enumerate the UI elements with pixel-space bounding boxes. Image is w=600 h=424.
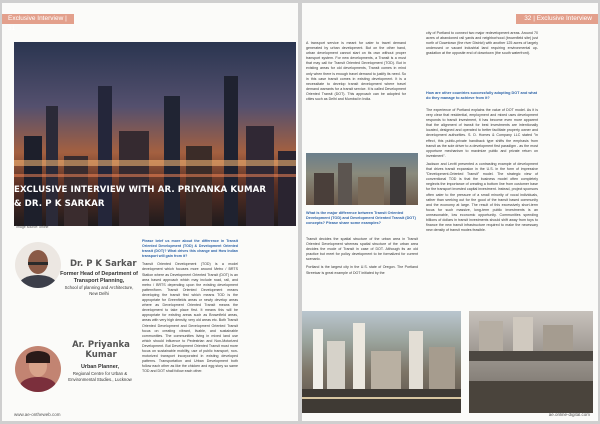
person1-title: Former Head of Department of Transport Planning, [60,271,138,284]
left-page-header: Exclusive Interview | 31 [2,14,74,24]
col3-answer-para1: The experience of Portland explains the value of DOT model. As it is very clear that residential, employment and mixed uses development responds to transit investment, it has become even more apparent that the alignment of transit for best investments are intentionally located, designed and operated to better facilitate property owner and development authorities. S. D. Homes & Company LLC stated "in effect, this public-private handback type shifts the emphasis from transit as the sole driver to a development first paradigm - as the most opportune mechanism to maximize public and private return on investment". [426,108,538,158]
col2-answer-para2: Portland is the largest city in the U.S. state of Oregon. The Portland Streetcar is great example of DOT initiated by the [306,265,418,275]
person2-title: Urban Planner, [80,364,120,370]
intro-answer: Transit Oriented Development (TOD) is a model development which focuses more around Metro / BRTS Station where as Development Oriented Transit (DOT) is an area based approach which may include road, rail, and metro / BRTS depending upon the existing development pattern/form. Transit Oriented Development means developing the transit first which means TOD is the appropriate for Greenfields areas or newly develop areas where as Development Oriented Transit means the development to take place first. It means this will be appropriate for existing areas such as Brownfield areas, areas with very high density, very old areas etc. Both Transit Oriented Development and Development Oriented Transit focus on creating vibrant, livable, and sustainable communities. The communities living in mixed land use which should influence to Pedestrian and Non-Motorized Development. But Development Oriented Transit must more focus on sustainable mobility, use of public transport, non-motorized transport incorporated in existing developed patterns. Transportation and Urban Development both follow each other as like the chicken and egg story so same TOD and DOT shall follow each other. [142,262,238,374]
col2-paragraph: A transport service is meant for cater to travel demand generated by urban development. But on the other hand, urban development cannot start on its own without proper transport system. For new developments, a Transit is a must that may call for Transit Oriented Development (TOD). But in existing areas for old developments, Transit comes in mind only when there is enough travel demand to justify its need. So in this case transit comes in existing development. It is a necessitate to develop transit development where travel demand warrants for a transit service. It is called Development Oriented Transit (DOT). This approach can be adopted for cities such as Delhi and Mumbai in India. [306,41,406,102]
article-title [14,183,296,211]
col3-answer [426,108,538,295]
city-aerial-photo [306,153,418,205]
person1-affiliation: School of planning and Architecture, New Delhi [64,285,134,296]
left-page [2,3,298,421]
article-title-line1: EXCLUSIVE INTERVIEW WITH AR. PRIYANKA KUMAR [14,185,267,195]
station-photo [469,311,593,413]
interview-column-3 [426,31,538,93]
intro-question: Please brief us more about the difference in Transit Oriented Development (TOD) & Development Oriented transit (DOT)? What drives this change and How Indian transport will gain from it? [142,239,238,259]
interview-column-2 [306,41,406,153]
col2-answer-para1: Transit decides the spatial structure of the urban area in Transit Oriented Development whereas spatial structure of the urban area decides the mode of Transit in case of DOT. Although its an old practice but meet for policy development to be formalized for current scenario. [306,237,418,262]
person2-name-line1: Ar. Priyanka [72,340,130,350]
col2-answer [306,237,418,307]
person2-affiliation: Regional Centre for Urban & Environmental Studies., Lucknow [68,371,132,382]
right-page [302,3,598,421]
bottom-aerial-photo [302,311,461,413]
person1-name: Dr. P K Sarkar [70,259,137,269]
person2-name [68,340,134,360]
person2-role [62,364,138,383]
right-page-header: 32 | Exclusive Interview [516,14,598,24]
image-credit: Image source: online [16,225,49,229]
person1-role [60,271,138,297]
col3-paragraph: city of Portland to connect two major redevelopment areas. Around 70 acres of abandoned rail yards and neighborhood (brownfield site) just north of Downtown (the river District) with another 125 acres of largely underused or vacant industrial land requiring environmental up-gradation at the opposite end of downtown (the south waterfront). [426,31,538,56]
col3-answer-para2: Jackson and Levitt presented a contrasting example of development that drives transit expansion in the U.S. in the form of impressive "Development-Oriented Transit" model. The strategic view of conventional TOD is that the business model often completely neglects the importance of creating a bottom line from customer base for the transport invested capital investment. Instead, project sponsors often cater to the pressure of a small minority of vocal individuals, rather than seeking out for the good of the transit based community and the economy at large. The result of this excessively short-term focus for such massive, long-term public investments is an unreasonable, low economic opportunity. Communities spending billions of dollars in transit investments should shift away from toys to finance the new transit infrastructure required to make the necessary new density of transit modes feasible. [426,161,538,233]
article-title-line2: & DR. P K SARKAR [14,199,105,209]
left-footer: www.ae-ontheweb.com [14,412,61,417]
portrait-priyanka-kumar [15,346,61,392]
col2-question: What is the major difference between Transit Oriented Development (TOD) and Development Oriented Transit (DOT) concepts? Please share some examples? [306,211,416,226]
right-footer: ae.online-digital.com [548,412,590,417]
col3-question: How are other countries successfully adopting DOT and what do they manage to achieve from it? [426,91,537,101]
interview-column-1 [142,239,238,411]
person2-name-line2: Kumar [85,350,117,360]
portrait-dr-sarkar [15,242,61,288]
